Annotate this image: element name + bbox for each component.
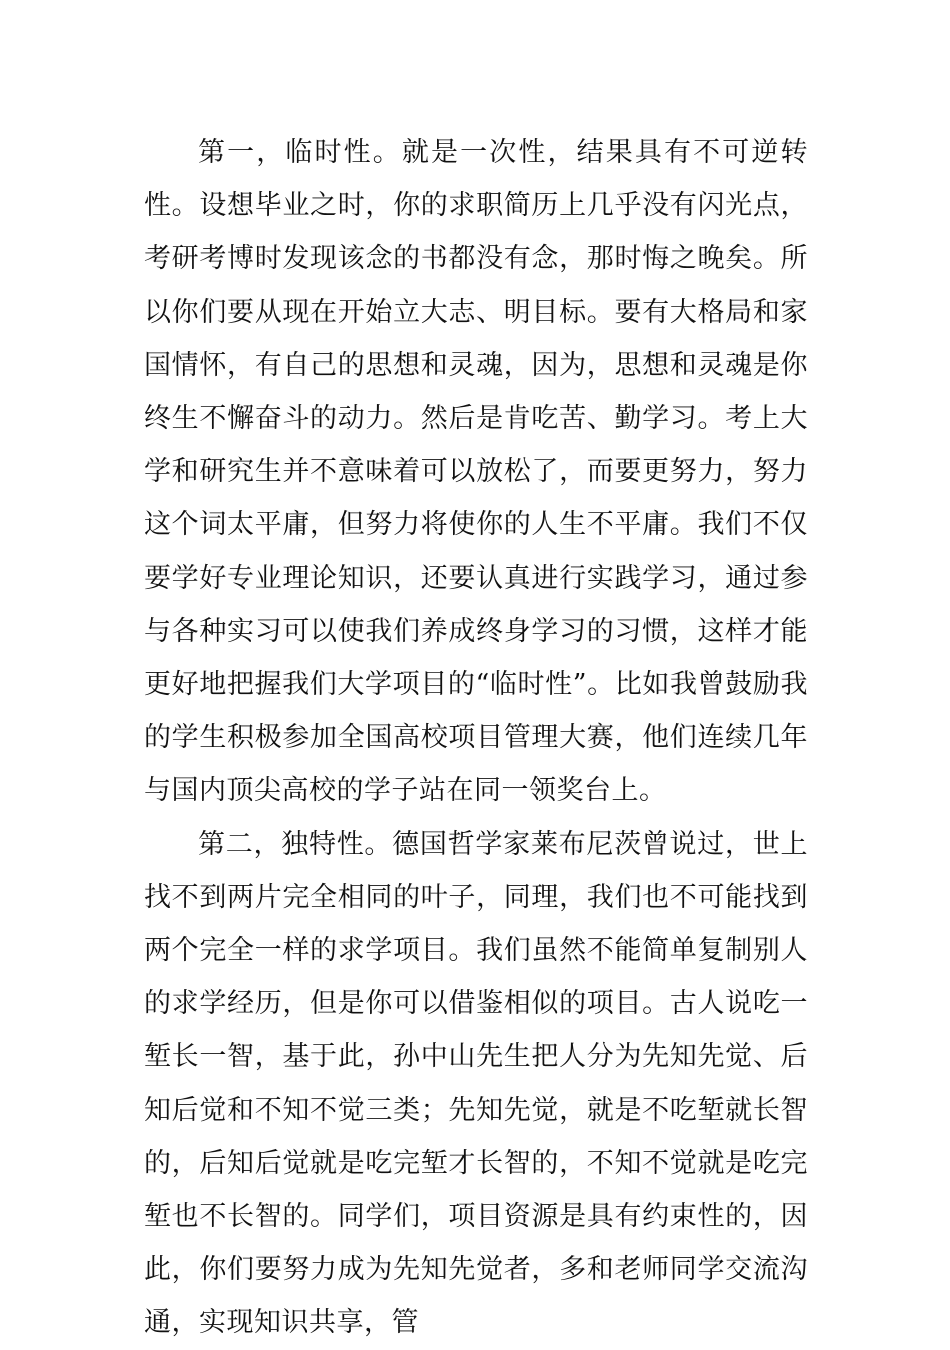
paragraph-temporariness: 第一，临时性。就是一次性，结果具有不可逆转性。设想毕业之时，你的求职简历上几乎没有闪光点，考研考博时发现该念的书都没有念，那时悔之晚矣。所以你们要从现在开始立大志、明目标。要有大格局和家国情怀，有自己的思想和灵魂，因为，思想和灵魂是你终生不懈奋斗的动力。然后是肯吃苦、勤学习。考上大学和研究生并不意味着可以放松了，而要更努力，努力这个词太平庸，但努力将使你的人生不平庸。我们不仅要学好专业理论知识，还要认真进行实践学习，通过参与各种实习可以使我们养成终身学习的习惯，这样才能更好地把握我们大学项目的“临时性”。比如我曾鼓励我的学生积极参加全国高校项目管理大赛，他们连续几年与国内顶尖高校的学子站在同一领奖台上。 xyxy=(144,137,808,807)
paragraph-uniqueness: 第二，独特性。德国哲学家莱布尼茨曾说过，世上找不到两片完全相同的叶子，同理，我们也不可能找到两个完全一样的求学项目。我们虽然不能简单复制别人的求学经历，但是你可以借鉴相似的项目。古人说吃一堑长一智，基于此，孙中山先生把人分为先知先觉、后知后觉和不知不觉三类；先知先觉，就是不吃堑就长智的，后知后觉就是吃完堑才长智的，不知不觉就是吃完堑也不长智的。同学们，项目资源是具有约束性的，因此，你们要努力成为先知先觉者，多和老师同学交流沟通，实现知识共享，管 xyxy=(144,828,808,1339)
text-body xyxy=(144,126,808,1350)
